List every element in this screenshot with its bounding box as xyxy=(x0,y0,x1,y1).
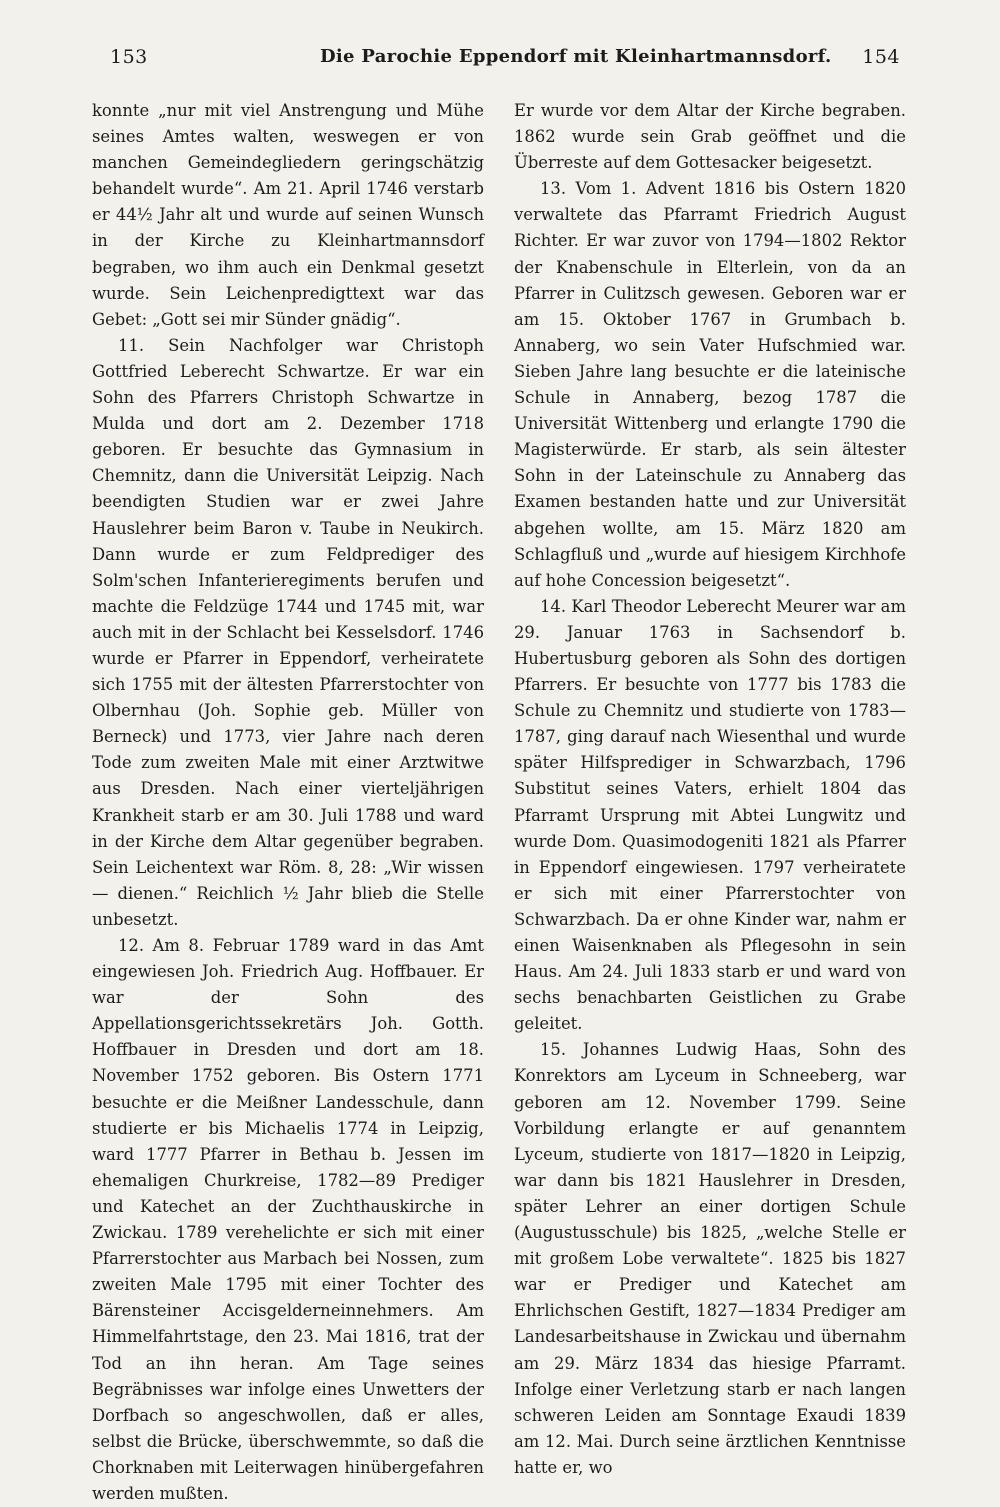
page-number-right: 154 xyxy=(862,46,900,68)
running-title: Die Parochie Eppendorf mit Kleinhartmannsdorf. xyxy=(320,46,832,67)
paragraph-p2: 11. Sein Nachfolger war Christoph Gottfried Leberecht Schwartze. Er war ein Sohn des Pfarrers Christoph Schwartze in Mulda und dort am 2. Dezember 1718 geboren. Er besuchte das Gymnasium in Chemnitz, dann die Universität Leipzig. Nach beendigten Studien war er zwei Jahre Hauslehrer beim Baron v. Taube in Neukirch. Dann wurde er zum Feldprediger des Solm'schen Infanterieregiments berufen und machte die Feldzüge 1744 und 1745 mit, war auch mit in der Schlacht bei Kesselsdorf. 1746 wurde er Pfarrer in Eppendorf, verheiratete sich 1755 mit der ältesten Pfarrerstochter von Olbernhau (Joh. Sophie geb. Müller von Berneck) und 1773, vier Jahre nach deren Tode zum zweiten Male mit einer Arztwitwe aus Dresden. Nach einer vierteljährigen Krankheit starb er am 30. Juli 1788 und ward in der Kirche dem Altar gegenüber begraben. Sein Leichentext war Röm. 8, 28: „Wir wissen — dienen.“ Reichlich ½ Jahr blieb die Stelle unbesetzt. xyxy=(92,335,484,929)
paragraph-p7: 15. Johannes Ludwig Haas, Sohn des Konrektors am Lyceum in Schneeberg, war geboren am 12. November 1799. Seine Vorbildung erlangte er auf genanntem Lyceum, studierte von 1817—1820 in Leipzig, war dann bis 1821 Hauslehrer in Dresden, später Lehrer an einer dortigen Schule (Augustusschule) bis 1825, „welche Stelle er mit großem Lobe verwaltete“. 1825 bis 1827 war er Prediger und Katechet am Ehrlichschen Gestift, 1827—1834 Prediger am Landesarbeitshause in Zwickau und übernahm am 29. März 1834 das hiesige Pfarramt. Infolge einer Verletzung starb er nach langen schweren Leiden am Sonntage Exaudi 1839 am 12. Mai. Durch seine ärztlichen Kenntnisse hatte er, wo xyxy=(514,1040,906,1477)
paragraph-p6: 14. Karl Theodor Leberecht Meurer war am 29. Januar 1763 in Sachsendorf b. Hubertusburg geboren als Sohn des dortigen Pfarrers. Er besuchte von 1777 bis 1783 die Schule zu Chemnitz und studierte von 1783—1787, ging darauf nach Wiesenthal und wurde später Hilfsprediger in Schwarzbach, 1796 Substitut seines Vaters, erhielt 1804 das Pfarramt Ursprung mit Abtei Lungwitz und wurde Dom. Quasimodogeniti 1821 als Pfarrer in Eppendorf eingewiesen. 1797 verheiratete er sich mit einer Pfarrerstochter von Schwarzbach. Da er ohne Kinder war, nahm er einen Waisenknaben als Pflegesohn in sein Haus. Am 24. Juli 1833 starb er und ward von sechs benachbarten Geistlichen zu Grabe geleitet. xyxy=(514,596,906,1034)
running-header xyxy=(110,46,900,80)
left-column xyxy=(92,98,484,1507)
right-column xyxy=(514,98,906,1481)
paragraph-p4: Er wurde vor dem Altar der Kirche begraben. 1862 wurde sein Grab geöffnet und die Überreste auf dem Gottesacker beigesetzt. xyxy=(514,101,906,173)
paragraph-p5: 13. Vom 1. Advent 1816 bis Ostern 1820 verwaltete das Pfarramt Friedrich August Richter. Er war zuvor von 1794—1802 Rektor der Knabenschule in Elterlein, von da an Pfarrer in Culitzsch gewesen. Geboren war er am 15. Oktober 1767 in Grumbach b. Annaberg, wo sein Vater Hufschmied war. Sieben Jahre lang besuchte er die lateinische Schule in Annaberg, bezog 1787 die Universität Wittenberg und erlangte 1790 die Magisterwürde. Er starb, als sein ältester Sohn in der Lateinschule zu Annaberg das Examen bestanden hatte und zur Universität abgehen wollte, am 15. März 1820 am Schlagfluß und „wurde auf hiesigem Kirchhofe auf hohe Concession beigesetzt“. xyxy=(514,179,906,590)
page-number-left: 153 xyxy=(110,46,148,68)
paragraph-p1: konnte „nur mit viel Anstrengung und Mühe seines Amtes walten, weswegen er von manchen Gemeindegliedern geringschätzig behandelt wurde“. Am 21. April 1746 verstarb er 44½ Jahr alt und wurde auf seinen Wunsch in der Kirche zu Kleinhartmannsdorf begraben, wo ihm auch ein Denkmal gesetzt wurde. Sein Leichenpredigttext war das Gebet: „Gott sei mir Sünder gnädig“. xyxy=(92,101,484,329)
paragraph-p3: 12. Am 8. Februar 1789 ward in das Amt eingewiesen Joh. Friedrich Aug. Hoffbauer. Er war der Sohn des Appellationsgerichtssekretärs Joh. Gotth. Hoffbauer in Dresden und dort am 18. November 1752 geboren. Bis Ostern 1771 besuchte er die Meißner Landesschule, dann studierte er bis Michaelis 1774 in Leipzig, ward 1777 Pfarrer in Bethau b. Jessen im ehemaligen Churkreise, 1782—89 Prediger und Katechet an der Zuchthauskirche in Zwickau. 1789 verehelichte er sich mit einer Pfarrerstochter aus Marbach bei Nossen, zum zweiten Male 1795 mit einer Tochter des Bärensteiner Accisgelderneinnehmers. Am Himmelfahrtstage, den 23. Mai 1816, trat der Tod an ihn heran. Am Tage seines Begräbnisses war infolge eines Unwetters der Dorfbach so angeschwollen, daß er alles, selbst die Brücke, überschwemmte, so daß die Chorknaben mit Leiterwagen hinübergefahren werden mußten. xyxy=(92,936,484,1503)
